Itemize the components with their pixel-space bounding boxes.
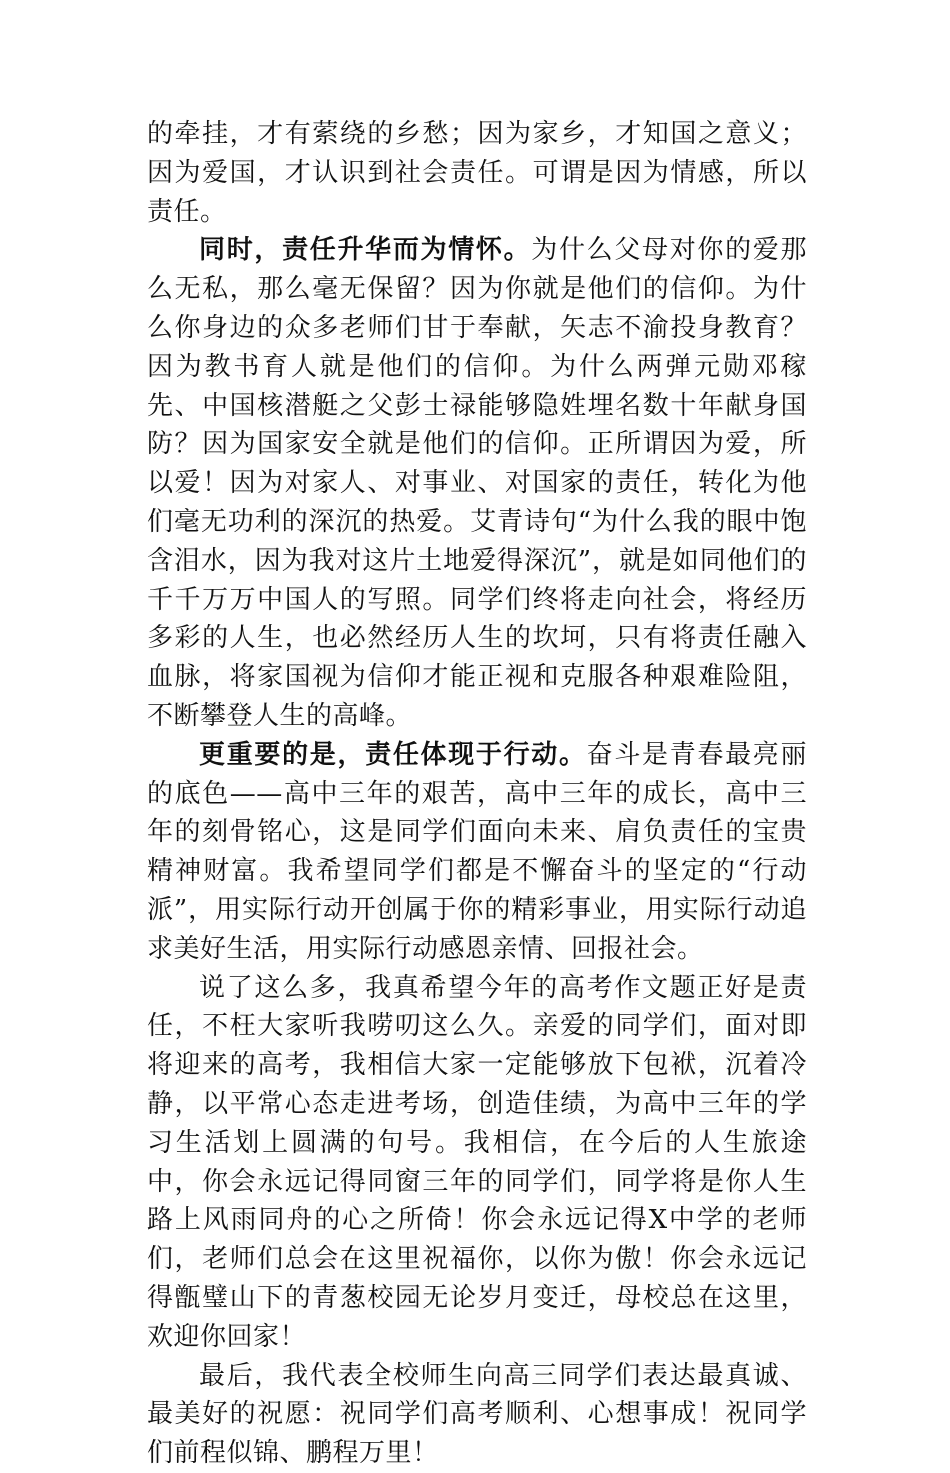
document-page — [147, 115, 807, 1473]
paragraph-5 — [147, 1357, 807, 1473]
paragraph-text: 说了这么多，我真希望今年的高考作文题正好是责任，不枉大家听我唠叨这么久。亲爱的同学们，面对即将迎来的高考，我相信大家一定能够放下包袱，沉着冷静，以平常心态走进考场，创造佳绩，为高中三年的学习生活划上圆满的句号。我相信，在今后的人生旅途中，你会永远记得同窗三年的同学们，同学将是你人生路上风雨同舟的心之所倚！你会永远记得X中学的老师们，老师们总会在这里祝福你，以你为傲！你会永远记得甑璧山下的青葱校园无论岁月变迁，母校总在这里，欢迎你回家！ — [147, 972, 807, 1352]
paragraph-1 — [147, 115, 807, 231]
paragraph-2 — [147, 231, 807, 735]
paragraph-text: 为什么父母对你的爱那么无私，那么毫无保留？因为你就是他们的信仰。为什么你身边的众多老师们甘于奉献，矢志不渝投身教育？因为教书育人就是他们的信仰。为什么两弹元勋邓稼先、中国核潜艇之父彭士禄能够隐姓埋名数十年献身国防？因为国家安全就是他们的信仰。正所谓因为爱，所以爱！因为对家人、对事业、对国家的责任，转化为他们毫无功利的深沉的热爱。艾青诗句“为什么我的眼中饱含泪水，因为我对这片土地爱得深沉”，就是如同他们的千千万万中国人的写照。同学们终将走向社会，将经历多彩的人生，也必然经历人生的坎坷，只有将责任融入血脉，将家国视为信仰才能正视和克服各种艰难险阻，不断攀登人生的高峰。 — [147, 235, 807, 731]
paragraph-text: 的牵挂，才有萦绕的乡愁；因为家乡，才知国之意义；因为爱国，才认识到社会责任。可谓是因为情感，所以责任。 — [147, 119, 807, 227]
paragraph-lead: 更重要的是，责任体现于行动。 — [199, 739, 587, 770]
paragraph-3 — [147, 736, 807, 969]
paragraph-text: 奋斗是青春最亮丽的底色——高中三年的艰苦，高中三年的成长，高中三年的刻骨铭心，这是同学们面向未来、肩负责任的宝贵精神财富。我希望同学们都是不懈奋斗的坚定的“行动派”，用实际行动开创属于你的精彩事业，用实际行动追求美好生活，用实际行动感恩亲情、回报社会。 — [147, 739, 807, 964]
paragraph-4 — [147, 969, 807, 1357]
paragraph-lead: 同时，责任升华而为情怀。 — [199, 235, 532, 266]
paragraph-text: 最后，我代表全校师生向高三同学们表达最真诚、最美好的祝愿：祝同学们高考顺利、心想事成！祝同学们前程似锦、鹏程万里！ — [147, 1360, 807, 1469]
